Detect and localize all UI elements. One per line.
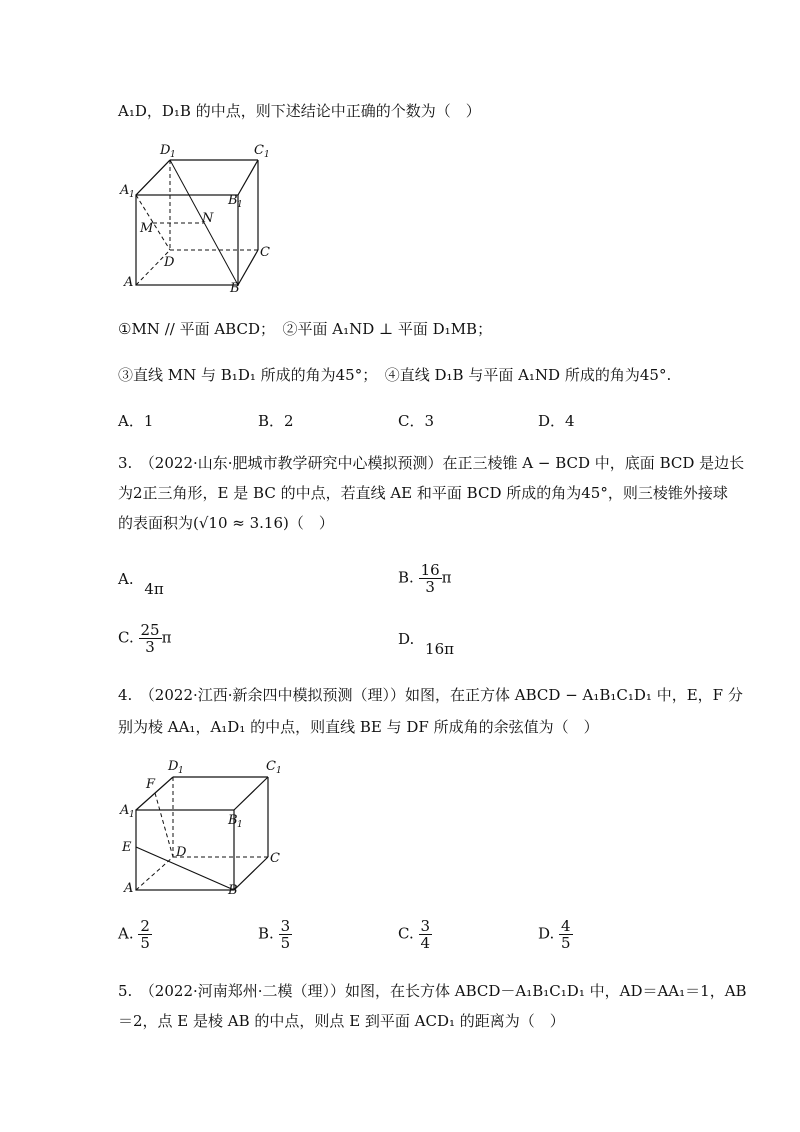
option-value: 4π bbox=[144, 580, 164, 598]
q3-option-a[interactable] bbox=[118, 570, 164, 598]
q4-option-d[interactable] bbox=[538, 918, 573, 951]
q5-line-2: ＝2，点 E 是棱 AB 的中点，则点 E 到平面 ACD₁ 的距离为（ ） bbox=[118, 1012, 565, 1030]
q2-option-c[interactable]: C．3 bbox=[398, 412, 435, 430]
label-B: B bbox=[228, 883, 238, 897]
label-F: F bbox=[146, 777, 156, 792]
label-B1: B bbox=[228, 813, 238, 828]
label-A1: A bbox=[120, 803, 130, 818]
option-fraction bbox=[419, 918, 433, 951]
q3-option-d[interactable] bbox=[398, 630, 454, 658]
option-fraction bbox=[138, 918, 152, 951]
label-A1: A bbox=[120, 183, 130, 198]
option-letter: C. bbox=[398, 924, 414, 943]
label-C: C bbox=[260, 245, 270, 260]
q3-line-1: 3. （2022·山东·肥城市教学研究中心模拟预测）在正三棱锥 A − BCD 中，底面 BCD 是边长 bbox=[118, 454, 745, 472]
label-sub: 1 bbox=[170, 150, 176, 160]
numerator: 25 bbox=[140, 621, 160, 639]
option-letter: A. bbox=[118, 924, 134, 943]
label-sub: 1 bbox=[129, 810, 135, 820]
pi-symbol: π bbox=[441, 568, 452, 587]
option-fraction bbox=[559, 918, 573, 951]
label-M: M bbox=[140, 221, 154, 236]
denominator: 3 bbox=[145, 638, 155, 656]
label-B: B bbox=[230, 281, 240, 296]
label-C1: C bbox=[254, 143, 264, 158]
label-A: A bbox=[124, 275, 134, 290]
option-letter: C. bbox=[118, 628, 134, 647]
label-N: N bbox=[202, 211, 214, 226]
q2-intro: A₁D，D₁B 的中点，则下述结论中正确的个数为（ ） bbox=[118, 102, 481, 120]
numerator: 2 bbox=[140, 917, 150, 935]
q2-statements-2: ③直线 MN 与 B₁D₁ 所成的角为45°； ④直线 D₁B 与平面 A₁ND 所成的角为45°. bbox=[118, 366, 672, 384]
option-fraction bbox=[419, 562, 442, 595]
denominator: 5 bbox=[280, 934, 291, 952]
option-value: 16π bbox=[425, 640, 454, 658]
q4-cube-figure bbox=[118, 752, 288, 897]
q3-option-b[interactable] bbox=[398, 562, 452, 595]
numerator: 3 bbox=[420, 917, 431, 935]
q2-cube-figure bbox=[118, 140, 278, 300]
option-letter: B. bbox=[258, 924, 274, 943]
q3-line-2: 为2正三角形，E 是 BC 的中点，若直线 AE 和平面 BCD 所成的角为45°，则三棱锥外接球 bbox=[118, 484, 728, 502]
q4-line-2: 别为棱 AA₁，A₁D₁ 的中点，则直线 BE 与 DF 所成角的余弦值为（ ） bbox=[118, 718, 599, 736]
label-D1: D bbox=[160, 143, 171, 158]
option-letter: D. bbox=[538, 924, 555, 943]
numerator: 3 bbox=[280, 917, 291, 935]
denominator: 5 bbox=[140, 934, 150, 952]
q4-line-1: 4. （2022·江西·新余四中模拟预测（理））如图，在正方体 ABCD − A₁B₁C₁D₁ 中，E，F 分 bbox=[118, 686, 743, 704]
label-sub: 1 bbox=[276, 766, 282, 776]
option-letter: D. bbox=[398, 630, 415, 648]
label-C: C bbox=[270, 851, 280, 866]
label-D1: D bbox=[168, 759, 179, 774]
denominator: 4 bbox=[420, 934, 431, 952]
option-fraction bbox=[139, 622, 162, 655]
label-sub: 1 bbox=[237, 200, 243, 210]
q2-option-b[interactable]: B．2 bbox=[258, 412, 294, 430]
q3-option-c[interactable] bbox=[118, 622, 171, 655]
label-C1: C bbox=[266, 759, 276, 774]
label-sub: 1 bbox=[129, 190, 135, 200]
label-sub: 1 bbox=[178, 766, 184, 776]
option-fraction bbox=[279, 918, 293, 951]
numerator: 16 bbox=[420, 561, 440, 579]
option-letter: A. bbox=[118, 570, 134, 588]
q2-option-a[interactable]: A．1 bbox=[118, 412, 154, 430]
label-E: E bbox=[122, 840, 132, 855]
denominator: 5 bbox=[561, 934, 571, 952]
pi-symbol: π bbox=[161, 628, 172, 647]
label-sub: 1 bbox=[237, 820, 243, 830]
q2-option-d[interactable]: D．4 bbox=[538, 412, 575, 430]
option-letter: B. bbox=[398, 568, 414, 587]
q4-option-c[interactable] bbox=[398, 918, 432, 951]
q3-line-3: 的表面积为(√10 ≈ 3.16)（ ） bbox=[118, 514, 334, 532]
numerator: 4 bbox=[561, 917, 571, 935]
q4-option-b[interactable] bbox=[258, 918, 292, 951]
label-D: D bbox=[176, 845, 187, 860]
q4-option-a[interactable] bbox=[118, 918, 152, 951]
q2-statements-1: ①MN // 平面 ABCD； ②平面 A₁ND ⊥ 平面 D₁MB； bbox=[118, 320, 493, 338]
denominator: 3 bbox=[425, 578, 435, 596]
label-sub: 1 bbox=[264, 150, 270, 160]
label-A: A bbox=[124, 881, 134, 896]
label-D: D bbox=[164, 255, 175, 270]
q5-line-1: 5. （2022·河南郑州·二模（理））如图，在长方体 ABCD－A₁B₁C₁D₁ 中，AD＝AA₁＝1，AB bbox=[118, 982, 747, 1000]
label-B1: B bbox=[228, 193, 238, 208]
